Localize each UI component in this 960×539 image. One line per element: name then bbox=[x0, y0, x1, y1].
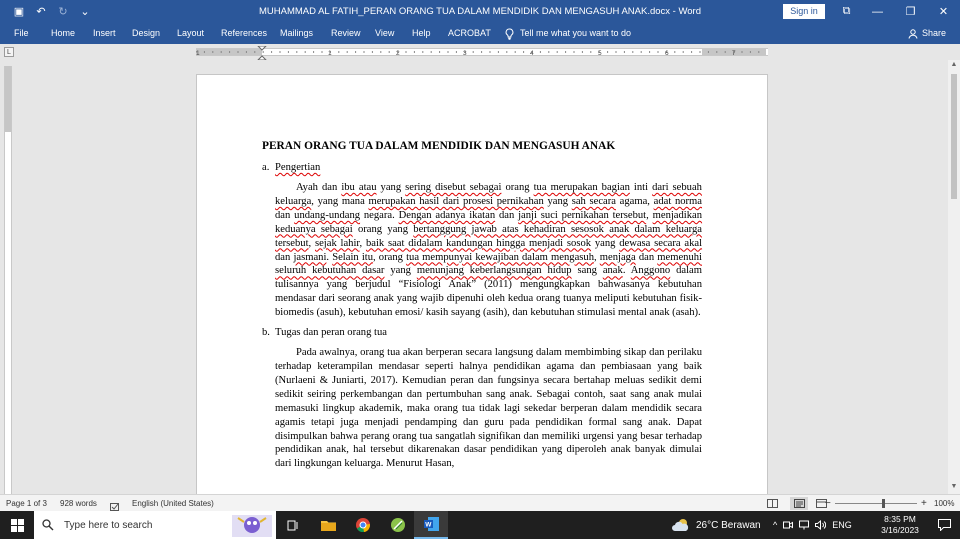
ruler-number: 1 bbox=[328, 50, 332, 55]
app-button[interactable] bbox=[381, 511, 415, 539]
meet-now-icon[interactable] bbox=[783, 520, 793, 530]
share-label: Share bbox=[922, 28, 947, 38]
paragraph: Pada awalnya, orang tua akan berperan secara langsung dalam membimbing sikap dan perilaku terhadap keterampilan mendasar seperti halnya pendidikan agama dan pembiasaan yang baik (Nurlaeni & Juniarti, 2017). Kemudian peran dan fungsinya secara bertahap meluas sedikit demi sedikit seiring perkembangan dan pertumbuhan sang anak. Sebagai contoh, saat sang anak mulai memasuki lingkup akademik, maka orang tua tidak lagi sekedar berperan dalam mendidik secara agamis tetapi juga menjadi pendamping dan guru pada pendidikan formal sang anak. Dapat disimpulkan bahwa perang orang tua sangatlah signifikan dan memiliki urgensi yang besar terhadap pendidikan anak, hal tersebut dikarenakan dasar pendidikan yang diperoleh anak banyak dimulai dari lingkungan keluarga. Menurut Hasan, bbox=[275, 347, 702, 470]
save-icon[interactable]: ▣ bbox=[13, 6, 25, 18]
app-icon bbox=[391, 518, 405, 532]
ruler-number: 7 bbox=[732, 50, 736, 55]
status-bar bbox=[0, 494, 960, 511]
input-language[interactable]: ENG bbox=[832, 520, 852, 530]
ruler-number: 4 bbox=[530, 50, 534, 55]
tab-view[interactable]: View bbox=[375, 28, 395, 38]
zoom-slider[interactable] bbox=[835, 503, 917, 504]
clock[interactable] bbox=[870, 514, 930, 536]
ruler-number: 5 bbox=[598, 50, 602, 55]
clock-time: 8:35 PM bbox=[884, 514, 916, 524]
restore-button[interactable]: ❐ bbox=[905, 6, 916, 18]
network-icon[interactable] bbox=[799, 520, 809, 530]
language-indicator[interactable]: English (United States) bbox=[132, 499, 214, 508]
ruler-number: 6 bbox=[665, 50, 669, 55]
section-title bbox=[262, 162, 702, 173]
scroll-thumb[interactable] bbox=[951, 74, 957, 199]
section-number: a. bbox=[262, 162, 270, 173]
redo-icon[interactable]: ↻ bbox=[58, 6, 68, 18]
notifications-icon[interactable] bbox=[938, 519, 951, 531]
ruler-top-margin bbox=[5, 66, 11, 132]
ruler-area bbox=[0, 44, 960, 60]
weather-text: 26°C Berawan bbox=[696, 519, 761, 531]
lightbulb-icon bbox=[505, 28, 514, 40]
svg-text:W: W bbox=[424, 521, 431, 529]
show-hidden-icons-icon[interactable]: ^ bbox=[773, 520, 778, 530]
document-body[interactable] bbox=[262, 140, 702, 478]
print-layout-button[interactable] bbox=[790, 497, 808, 510]
window-title: MUHAMMAD AL FATIH_PERAN ORANG TUA DALAM MENDIDIK DAN MENGASUH ANAK.docx - Word bbox=[258, 6, 701, 17]
horizontal-ruler[interactable] bbox=[196, 48, 768, 56]
weather-widget[interactable] bbox=[672, 511, 761, 539]
window-controls bbox=[861, 0, 960, 23]
section-number: b. bbox=[262, 327, 270, 339]
file-explorer-button[interactable] bbox=[311, 511, 345, 539]
zoom-out-button[interactable]: − bbox=[825, 498, 831, 509]
word-icon bbox=[424, 517, 439, 531]
ruler-number: 2 bbox=[396, 50, 400, 55]
tell-me-search[interactable] bbox=[505, 23, 631, 44]
document-heading: PERAN ORANG TUA DALAM MENDIDIK DAN MENGASUH ANAK bbox=[262, 140, 616, 152]
print-layout-icon bbox=[794, 499, 805, 508]
ruler-number: 3 bbox=[463, 50, 467, 55]
task-view-button[interactable] bbox=[276, 511, 310, 539]
person-icon bbox=[908, 29, 918, 39]
sign-in-button[interactable]: Sign in bbox=[783, 4, 825, 19]
ruler-number: 1 bbox=[196, 50, 200, 55]
start-button[interactable] bbox=[0, 511, 34, 539]
word-count[interactable]: 928 words bbox=[60, 499, 97, 508]
close-button[interactable]: ✕ bbox=[938, 6, 949, 18]
section-title bbox=[262, 327, 702, 338]
vertical-ruler[interactable] bbox=[4, 66, 12, 496]
page-count[interactable]: Page 1 of 3 bbox=[6, 499, 47, 508]
tab-selector[interactable]: L bbox=[4, 47, 14, 57]
tab-acrobat[interactable]: ACROBAT bbox=[448, 28, 491, 38]
ruler-ticks bbox=[196, 49, 766, 55]
taskbar-search-box[interactable] bbox=[34, 511, 276, 539]
undo-icon[interactable]: ↶ bbox=[36, 6, 46, 18]
chrome-button[interactable] bbox=[346, 511, 380, 539]
ribbon-display-options-icon[interactable]: ⧉ bbox=[842, 5, 851, 17]
title-bar bbox=[0, 0, 960, 23]
tell-me-label: Tell me what you want to do bbox=[520, 28, 632, 38]
tab-home[interactable]: Home bbox=[51, 28, 76, 38]
scroll-down-icon[interactable]: ▼ bbox=[950, 483, 958, 490]
volume-icon[interactable] bbox=[815, 520, 826, 530]
chrome-icon bbox=[356, 518, 370, 532]
tab-mailings[interactable]: Mailings bbox=[280, 28, 314, 38]
search-placeholder: Type here to search bbox=[64, 519, 153, 531]
search-icon bbox=[42, 519, 54, 531]
tray-icons bbox=[773, 511, 852, 539]
customize-toolbar-icon[interactable]: ⌄ bbox=[80, 6, 90, 18]
tab-references[interactable]: References bbox=[221, 28, 268, 38]
section-title-text: Tugas dan peran orang tua bbox=[275, 327, 387, 339]
paragraph: Ayah dan ibu atau yang sering disebut sebagai orang tua merupakan bagian inti dari sebuah keluarga, yang mana merupakan hasil dari prosesi pernikahan yang sah secara agama, adat norma dan undang-undang negara. Dengan adanya ikatan dan janji suci pernikahan tersebut, menjadikan keduanya sebagai orang yang bertanggung jawab atas kehadiran sesosok anak dalam keluarga tersebut, sejak lahir, baik saat didalam kandungan hingga menjadi sosok yang dewasa secara akal dan jasmani. Selain itu, orang tua mempunyai kewajiban dalam mengasuh, menjaga dan memenuhi seluruh kebutuhan dasar yang menunjang keberlangsungan hidup sang anak. Anggono dalam tulisannya yang berjudul “Fisiologi Anak” (2011) mengungkapkan bahwasanya kebutuhan mendasar dari seorang anak yang wajib dipenuhi oleh kedua orang tuanya meliputi kebutuhan fisik-biomedis (asuh), kebutuhan emosi/ kasih sayang (asih), dan kebutuhan stimulasi mental anak (asah). bbox=[275, 182, 703, 319]
task-view-icon bbox=[287, 520, 299, 531]
section-title-text: Pengertian bbox=[275, 162, 321, 173]
vertical-scrollbar[interactable] bbox=[948, 60, 960, 494]
taskbar bbox=[0, 511, 960, 539]
folder-icon bbox=[321, 519, 336, 531]
tab-design[interactable]: Design bbox=[132, 28, 161, 38]
ribbon-tabs bbox=[0, 23, 960, 44]
scroll-up-icon[interactable]: ▲ bbox=[950, 61, 958, 68]
tab-review[interactable]: Review bbox=[331, 28, 361, 38]
zoom-in-button[interactable]: + bbox=[921, 498, 927, 509]
tab-file[interactable]: File bbox=[14, 28, 29, 38]
search-highlight-illustration-icon bbox=[228, 512, 276, 538]
cloud-icon bbox=[672, 518, 690, 532]
tab-help[interactable]: Help bbox=[412, 28, 431, 38]
zoom-level[interactable]: 100% bbox=[934, 499, 955, 508]
quick-access-toolbar bbox=[0, 0, 96, 23]
tab-insert[interactable]: Insert bbox=[93, 28, 116, 38]
zoom-slider-thumb[interactable] bbox=[882, 499, 885, 508]
windows-logo-icon bbox=[11, 519, 24, 532]
clock-date: 3/16/2023 bbox=[881, 525, 919, 535]
indent-marker-icon[interactable] bbox=[257, 46, 267, 60]
share-button[interactable] bbox=[908, 23, 946, 44]
word-taskbar-button[interactable] bbox=[414, 511, 448, 539]
tab-layout[interactable]: Layout bbox=[177, 28, 205, 38]
minimize-button[interactable]: — bbox=[872, 5, 883, 18]
